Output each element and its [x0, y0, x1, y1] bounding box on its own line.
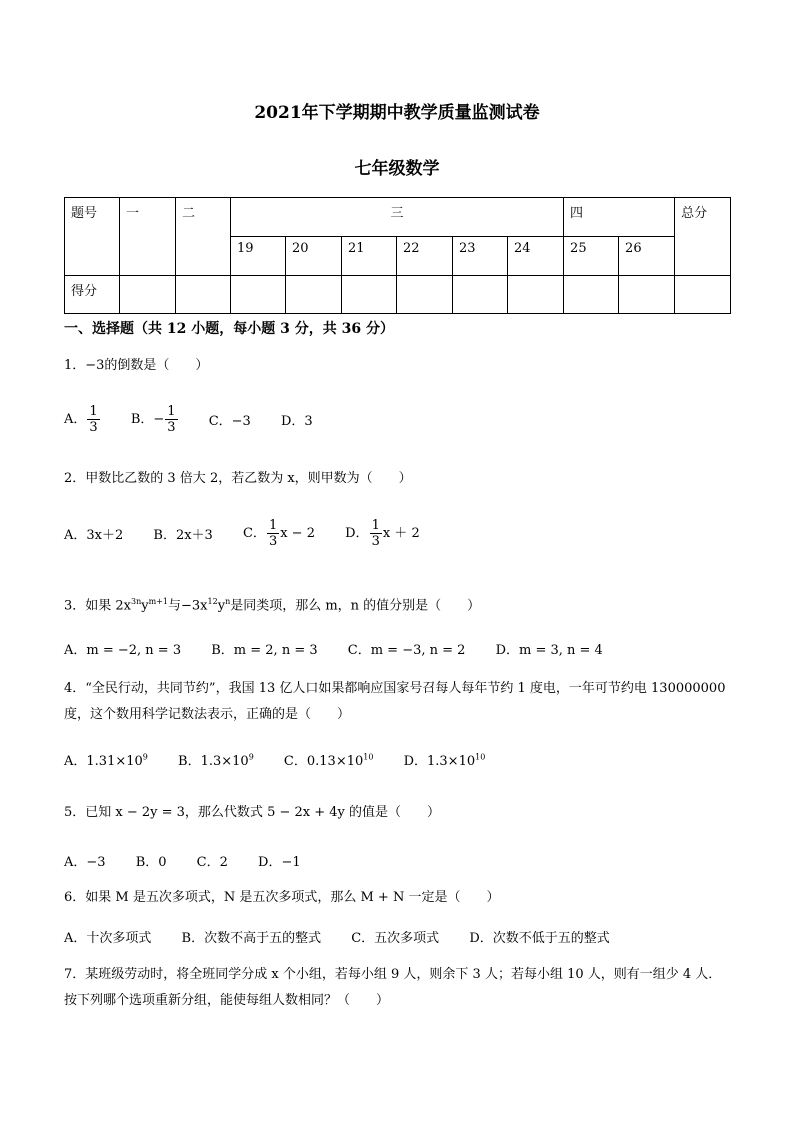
- q5-option-a[interactable]: A．−3: [64, 855, 106, 870]
- question-4: 4．“全民行动，共同节约”，我国 13 亿人口如果都响应国家号召每人每年节约 1 度电，一年可节约电 130000000 度，这个数用科学记数法表示，正确的是（ ）: [64, 681, 726, 722]
- score-cell[interactable]: [397, 276, 453, 314]
- q4-option-b[interactable]: B．$1.3\times 10^9$: [178, 752, 254, 769]
- q2-option-a[interactable]: A．3x＋2: [64, 528, 124, 543]
- q4-options: [64, 750, 511, 769]
- score-cell[interactable]: [564, 276, 619, 314]
- score-cell[interactable]: [286, 276, 342, 314]
- header-section-1: 一: [120, 198, 176, 276]
- header-q22: 22: [397, 237, 453, 276]
- header-tihao: 题号: [65, 198, 120, 276]
- section-heading: 一、选择题（共 12 小题，每小题 3 分，共 36 分）: [64, 321, 394, 337]
- q5-option-c[interactable]: C．2: [196, 855, 228, 870]
- score-cell[interactable]: [120, 276, 176, 314]
- fraction: $\frac{1}{3}$: [167, 404, 176, 435]
- q2-option-d[interactable]: D． $\frac{1}{3}$ x ＋ 2: [345, 518, 420, 549]
- header-section-3: 三: [231, 198, 564, 237]
- q1-option-c[interactable]: C．−3: [208, 414, 251, 429]
- header-section-4: 四: [564, 198, 675, 237]
- q3-option-a[interactable]: A．m = −2, n = 3: [64, 643, 182, 658]
- question-3: 3．如果 $2x^{3n}y^{m+1}$与$-3x^{12}y^n$是同类项，那么 m，n 的值分别是（ ）: [64, 597, 481, 614]
- header-q25: 25: [564, 237, 619, 276]
- score-cell[interactable]: [619, 276, 675, 314]
- question-6: 6．如果 M 是五次多项式，N 是五次多项式，那么 M + N 一定是（ ）: [64, 890, 500, 905]
- q2-options: [64, 518, 446, 549]
- q4-option-c[interactable]: C．$0.13\times 10^{10}$: [283, 752, 374, 769]
- q5-option-b[interactable]: B．0: [135, 855, 167, 870]
- q3-options: [64, 639, 629, 658]
- header-q19: 19: [231, 237, 286, 276]
- score-table: [64, 197, 731, 314]
- q2-option-b[interactable]: B．2x＋3: [153, 528, 213, 543]
- q3-option-d[interactable]: D．m = 3, n = 4: [495, 643, 603, 658]
- header-q23: 23: [453, 237, 508, 276]
- score-cell[interactable]: [342, 276, 397, 314]
- q3-option-b[interactable]: B．m = 2, n = 3: [211, 643, 318, 658]
- header-q20: 20: [286, 237, 342, 276]
- q4-option-d[interactable]: D．$1.3\times 10^{10}$: [403, 752, 486, 769]
- q6-options: [64, 927, 636, 946]
- header-section-2: 二: [176, 198, 231, 276]
- exam-subtitle: 七年级数学: [354, 159, 440, 179]
- q1-option-d[interactable]: D．3: [280, 414, 313, 429]
- fraction: $\frac{1}{3}$: [89, 404, 98, 435]
- question-2: 2．甲数比乙数的 3 倍大 2，若乙数为 x，则甲数为（ ）: [64, 471, 412, 486]
- q1-option-a[interactable]: A． $\frac{1}{3}$: [64, 404, 98, 435]
- score-cell[interactable]: [508, 276, 564, 314]
- header-q21: 21: [342, 237, 397, 276]
- q6-option-b[interactable]: B．次数不高于五的整式: [181, 931, 322, 946]
- q6-option-d[interactable]: D．次数不低于五的整式: [469, 931, 610, 946]
- score-cell[interactable]: [675, 276, 731, 314]
- header-total: 总分: [675, 198, 731, 276]
- q5-options: [64, 851, 327, 870]
- fraction: $\frac{1}{3}$: [371, 518, 380, 549]
- score-cell[interactable]: [453, 276, 508, 314]
- q6-option-c[interactable]: C．五次多项式: [351, 931, 440, 946]
- header-q26: 26: [619, 237, 675, 276]
- exam-title: 2021年下学期期中教学质量监测试卷: [254, 103, 540, 123]
- q5-option-d[interactable]: D．−1: [258, 855, 301, 870]
- header-q24: 24: [508, 237, 564, 276]
- q3-option-c[interactable]: C．m = −3, n = 2: [347, 643, 466, 658]
- fraction: $\frac{1}{3}$: [268, 518, 278, 549]
- question-1: 1．−3的倒数是（ ）: [64, 358, 209, 373]
- q4-option-a[interactable]: A．$1.31\times 10^9$: [64, 752, 148, 769]
- q6-option-a[interactable]: A．十次多项式: [64, 931, 152, 946]
- q2-option-c[interactable]: C． $\frac{1}{3}$ x − 2: [242, 518, 315, 549]
- score-cell[interactable]: [231, 276, 286, 314]
- row-defen: 得分: [65, 276, 120, 314]
- q1-options: [64, 404, 339, 435]
- question-5: 5．已知 x − 2y = 3，那么代数式 5 − 2x + 4y 的值是（ ）: [64, 805, 441, 820]
- score-cell[interactable]: [176, 276, 231, 314]
- q1-option-b[interactable]: B．− $\frac{1}{3}$: [130, 404, 176, 435]
- question-7: 7．某班级劳动时，将全班同学分成 x 个小组，若每小组 9 人，则余下 3 人；若每小组 10 人，则有一组少 4 人．按下列哪个选项重新分组，能使每组人数相同？（ ）: [64, 967, 722, 1008]
